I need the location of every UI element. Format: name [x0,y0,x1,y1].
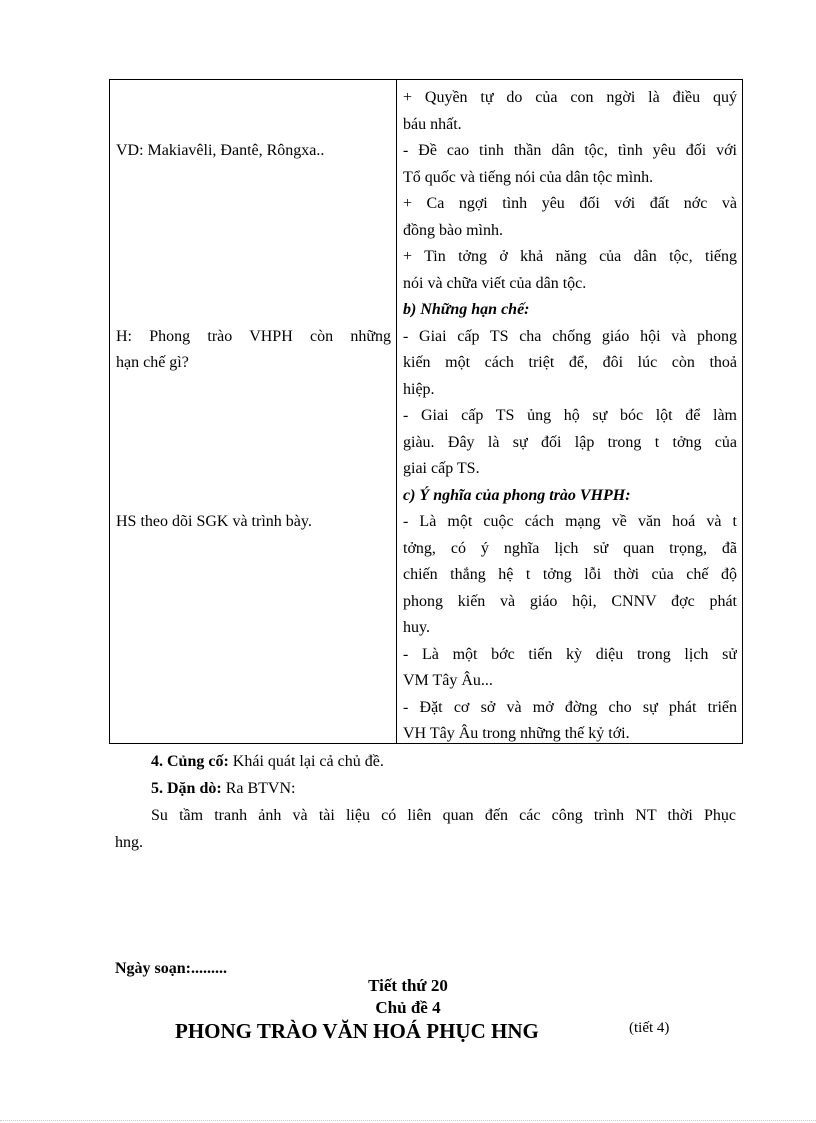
table-row [110,80,743,744]
content-line: tởng, có ý nghĩa lịch sử quan trọng, đã [403,539,737,557]
left-cell-line: H: Phong trào VHPH còn những [116,327,391,345]
dan-do-text: Ra BTVN: [221,780,296,797]
content-line: - Giai cấp TS ủng hộ sự bóc lột để làm [403,407,737,424]
left-cell-line: VD: Makiavêli, Đantê, Rôngxa.. [116,142,325,159]
content-line: kiến một cách triệt để, đôi lúc còn thoả [403,354,737,371]
content-line: nói và chữa viết của dân tộc. [403,274,587,292]
content-line: Tổ quốc và tiếng nói của dân tộc mình. [403,168,654,186]
lesson-number: Tiết thứ 20 [368,976,448,995]
content-line: - Là một cuộc cách mạng về văn hoá và t [403,513,737,530]
section-heading: c) Ý nghĩa của phong trào VHPH: [403,486,631,504]
cung-co-line [151,749,384,775]
lesson-period: (tiết 4) [629,1020,670,1036]
lesson-table [109,79,743,744]
dan-do-line [151,776,295,802]
left-cell-line: hạn chế gì? [116,354,189,371]
ngay-soan: Ngày soạn:......... [115,960,228,977]
content-line: chiến thắng hệ t tởng lỗi thời của chế độ [403,566,737,583]
content-line: VH Tây Âu trong những thế kỷ tới. [403,725,630,742]
content-line: + Ca ngợi tình yêu đối với đất nớc và [403,195,737,212]
left-cell-line: HS theo dõi SGK và trình bày. [116,513,312,530]
content-line: - Là một bớc tiến kỳ diệu trong lịch sử [403,645,737,663]
content-line: đồng bào mình. [403,221,503,239]
content-line: giai cấp TS. [403,460,480,477]
content-line: huy. [403,619,430,636]
content-line: + Quyền tự do của con ngời là điều quý [403,89,737,106]
cung-co-text: Khái quát lại cả chủ đề. [228,753,384,770]
teacher-student-column [110,80,397,744]
dan-do-label: 5. Dặn dò: [151,780,222,797]
content-line: - Giai cấp TS cha chống giáo hội và phong [403,327,737,345]
content-line: + Tin tởng ở khả năng của dân tộc, tiếng [403,248,737,265]
section-heading: b) Những hạn chế: [403,301,530,318]
content-column [397,80,743,744]
content-line: báu nhất. [403,115,462,133]
suu-tam-line-2: hng. [115,834,143,851]
content-line: hiệp. [403,380,435,398]
topic-number: Chủ đề 4 [375,998,441,1017]
content-line: - Đặt cơ sở và mở đờng cho sự phát triển [403,698,737,716]
suu-tam-line-1: Su tầm tranh ảnh và tài liệu có liên quan đến các công trình NT thời Phục [151,807,736,824]
content-line: - Đề cao tinh thần dân tộc, tình yêu đối với [403,142,737,159]
cung-co-label: 4. Củng cố: [151,753,229,770]
page-bottom-border [0,1120,816,1121]
content-line: phong kiến và giáo hội, CNNV đợc phát [403,592,737,610]
content-line: giàu. Đây là sự đối lập trong t tởng của [403,433,737,451]
lesson-title: PHONG TRÀO VĂN HOÁ PHỤC HNG [175,1019,539,1043]
content-line: VM Tây Âu... [403,672,493,689]
